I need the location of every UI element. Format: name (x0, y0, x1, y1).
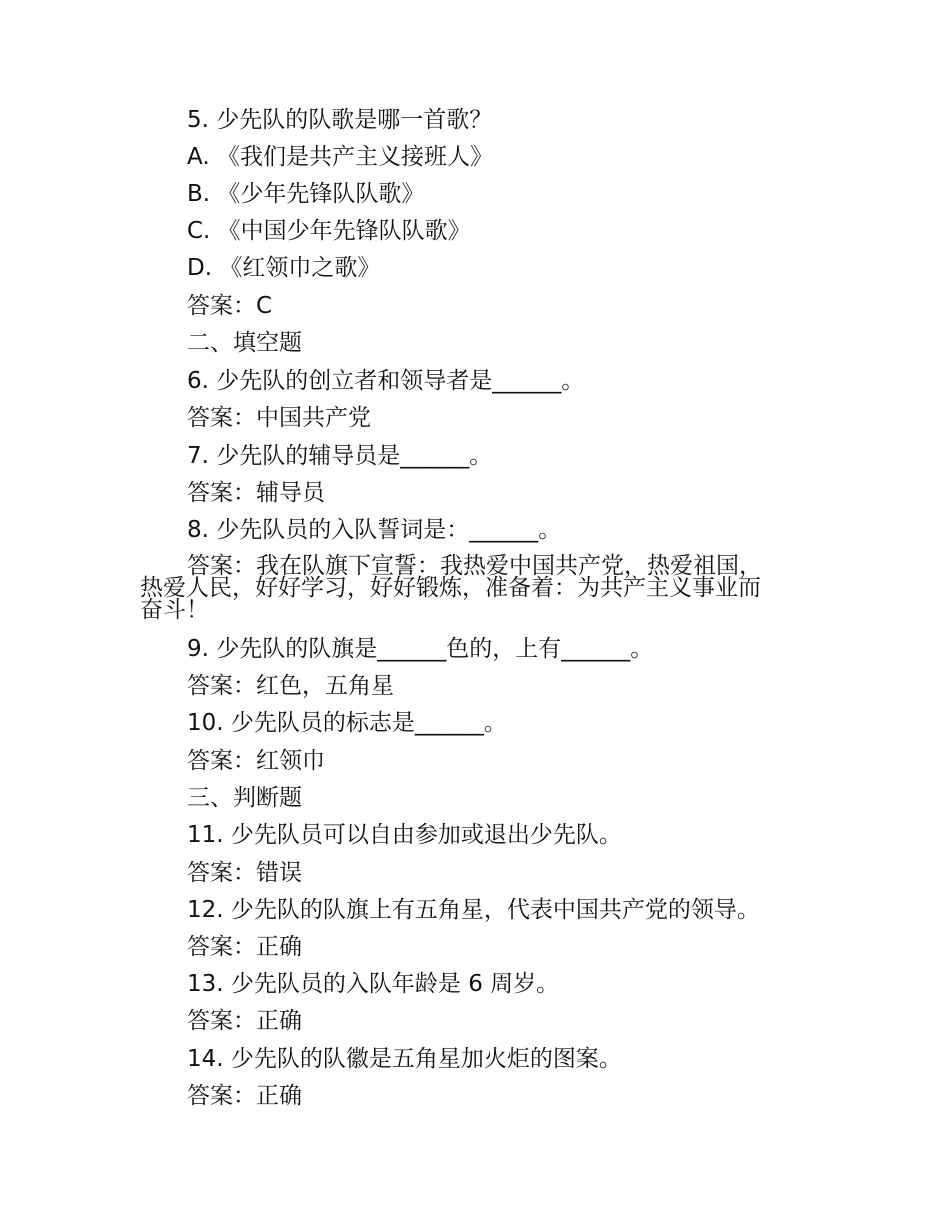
question-12: 12. 少先队的队旗上有五角星，代表中国共产党的领导。 (187, 897, 760, 923)
question-5: 5. 少先队的队歌是哪一首歌？ (187, 107, 493, 133)
question-11: 11. 少先队员可以自由参加或退出少先队。 (187, 822, 622, 848)
section-heading-true-false: 三、判断题 (187, 785, 302, 811)
option-a: A. 《我们是共产主义接班人》 (187, 144, 493, 170)
question-9: 9. 少先队的队旗是______色的，上有______。 (187, 636, 654, 662)
option-d: D. 《红领巾之歌》 (187, 255, 381, 281)
answer-6: 答案：中国共产党 (187, 405, 371, 431)
option-c: C. 《中国少年先锋队队歌》 (187, 218, 471, 244)
answer-10: 答案：红领巾 (187, 748, 325, 774)
question-8: 8. 少先队员的入队誓词是：______。 (187, 517, 562, 543)
answer-14: 答案：正确 (187, 1083, 302, 1109)
section-heading-fill-in: 二、填空题 (187, 330, 302, 356)
answer-12: 答案：正确 (187, 934, 302, 960)
answer-11: 答案：错误 (187, 860, 302, 886)
question-7: 7. 少先队的辅导员是______。 (187, 443, 493, 469)
answer-5: 答案：C (187, 293, 273, 319)
answer-8-line-1: 答案：我在队旗下宣誓：我热爱中国共产党，热爱祖国， (187, 553, 762, 579)
answer-7: 答案：辅导员 (187, 480, 325, 506)
option-b: B. 《少年先锋队队歌》 (187, 181, 425, 207)
question-13: 13. 少先队员的入队年龄是 6 周岁。 (187, 971, 560, 997)
answer-9: 答案：红色，五角星 (187, 673, 394, 699)
answer-8-line-2: 热爱人民，好好学习，好好锻炼，准备着：为共产主义事业而 (140, 575, 761, 601)
question-10: 10. 少先队员的标志是______。 (187, 710, 507, 736)
answer-8-line-3: 奋斗！ (140, 597, 209, 623)
answer-13: 答案：正确 (187, 1008, 302, 1034)
question-6: 6. 少先队的创立者和领导者是______。 (187, 368, 585, 394)
question-14: 14. 少先队的队徽是五角星加火炬的图案。 (187, 1046, 622, 1072)
